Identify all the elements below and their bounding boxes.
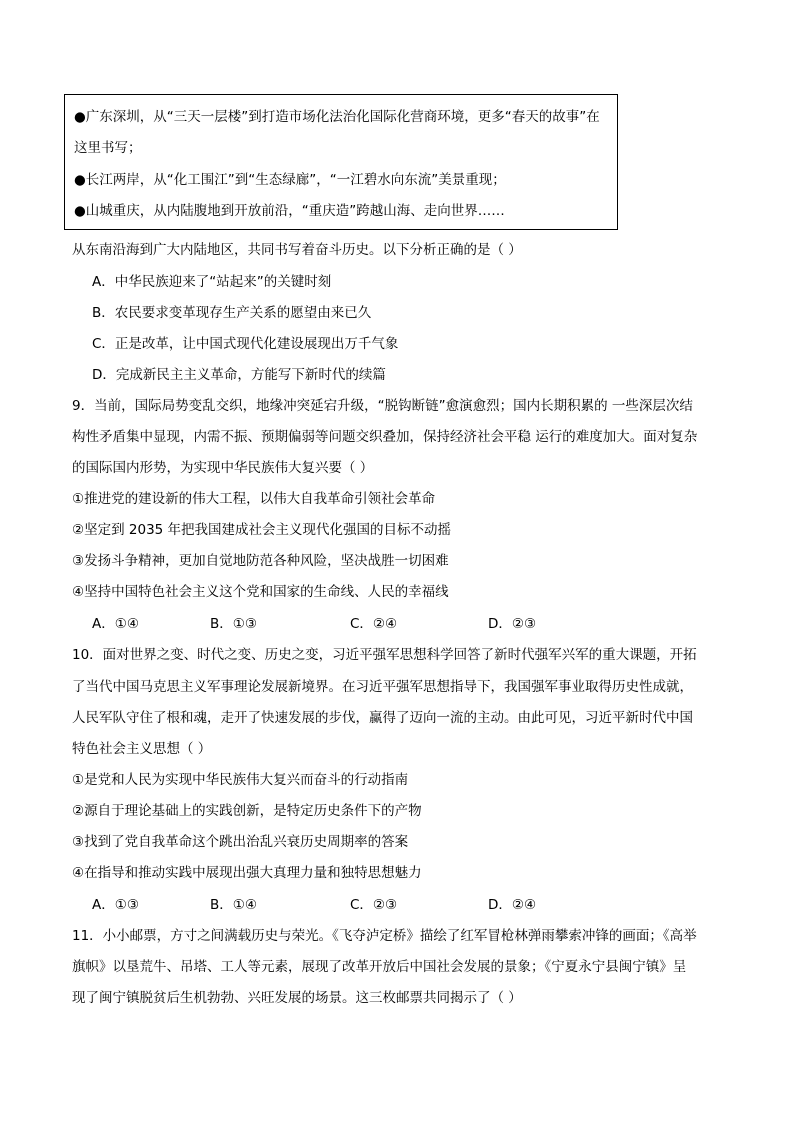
q10-choice-a: A．①③	[92, 897, 139, 913]
q9-choices	[92, 614, 592, 634]
q10-statement-2: ②源自于理论基础上的实践创新，是特定历史条件下的产物	[72, 803, 422, 819]
q10-stem-line: 人民军队守住了根和魂，走开了快速发展的步伐，赢得了迈向一流的主动。由此可见，习近平新时代中国	[72, 710, 693, 726]
q8-option-d: D．完成新民主主义革命，方能写下新时代的续篇	[92, 367, 386, 383]
q10-choice-b: B．①④	[210, 897, 257, 913]
q10-choice-d: D．②④	[488, 897, 537, 913]
q8-option-c: C．正是改革，让中国式现代化建设展现出万千气象	[92, 336, 399, 352]
q10-stem-line: 特色社会主义思想（ ）	[72, 741, 212, 757]
material-box	[64, 94, 618, 230]
q9-choice-b: B．①③	[210, 616, 257, 632]
q8-stem: 从东南沿海到广大内陆地区，共同书写着奋斗历史。以下分析正确的是（ ）	[72, 242, 522, 258]
q8-option-b: B．农民要求变革现存生产关系的愿望由来已久	[92, 305, 372, 321]
q10-choices	[92, 895, 592, 915]
q9-statement-2: ②坚定到 2035 年把我国建成社会主义现代化强国的目标不动摇	[72, 522, 452, 538]
q9-statement-4: ④坚持中国特色社会主义这个党和国家的生命线、人民的幸福线	[72, 584, 449, 600]
q8-option-a: A．中华民族迎来了“站起来”的关键时刻	[92, 274, 332, 290]
q9-choice-a: A．①④	[92, 616, 139, 632]
q9-stem-line: 构性矛盾集中显现，内需不振、预期偏弱等问题交织叠加，保持经济社会平稳 运行的难度加大。面对复杂	[72, 429, 698, 445]
q9-statement-1: ①推进党的建设新的伟大工程，以伟大自我革命引领社会革命	[72, 491, 436, 507]
q11-stem-line: 11．小小邮票，方寸之间满载历史与荣光。《飞夺泸定桥》描绘了红军冒枪林弹雨攀索冲锋的画面；《高举	[72, 928, 697, 944]
material-line: ●广东深圳，从“三天一层楼”到打造市场化法治化国际化营商环境，更多“春天的故事”在	[74, 109, 600, 125]
q10-stem-line: 了当代中国马克思主义军事理论发展新境界。在习近平强军思想指导下，我国强军事业取得历史性成就，	[72, 679, 693, 695]
q10-stem-line: 10．面对世界之变、时代之变、历史之变，习近平强军思想科学回答了新时代强军兴军的重大课题，开拓	[72, 647, 697, 663]
q9-stem-line: 的国际国内形势，为实现中华民族伟大复兴要（ ）	[72, 460, 374, 476]
q10-statement-4: ④在指导和推动实践中展现出强大真理力量和独特思想魅力	[72, 865, 422, 881]
q9-statement-3: ③发扬斗争精神，更加自觉地防范各种风险，坚决战胜一切困难	[72, 553, 449, 569]
material-line: 这里书写；	[74, 140, 142, 156]
material-line: ●长江两岸，从“化工围江”到“生态绿廊”，“一江碧水向东流”美景重现；	[74, 172, 506, 188]
q9-stem-line: 9．当前，国际局势变乱交织，地缘冲突延宕升级，“脱钩断链”愈演愈烈；国内长期积累的 一些深层次结	[72, 398, 693, 414]
q11-stem-line: 旗帜》以垦荒牛、吊塔、工人等元素，展现了改革开放后中国社会发展的景象；《宁夏永宁县闽宁镇》呈	[72, 959, 687, 975]
q11-stem-line: 现了闽宁镇脱贫后生机勃勃、兴旺发展的场景。这三枚邮票共同揭示了（ ）	[72, 990, 522, 1006]
q9-choice-c: C．②④	[350, 616, 398, 632]
q9-choice-d: D．②③	[488, 616, 537, 632]
q10-statement-3: ③找到了党自我革命这个跳出治乱兴衰历史周期率的答案	[72, 834, 409, 850]
q10-choice-c: C．②③	[350, 897, 398, 913]
q10-statement-1: ①是党和人民为实现中华民族伟大复兴而奋斗的行动指南	[72, 772, 409, 788]
material-line: ●山城重庆，从内陆腹地到开放前沿，“重庆造”跨越山海、走向世界……	[74, 203, 505, 219]
